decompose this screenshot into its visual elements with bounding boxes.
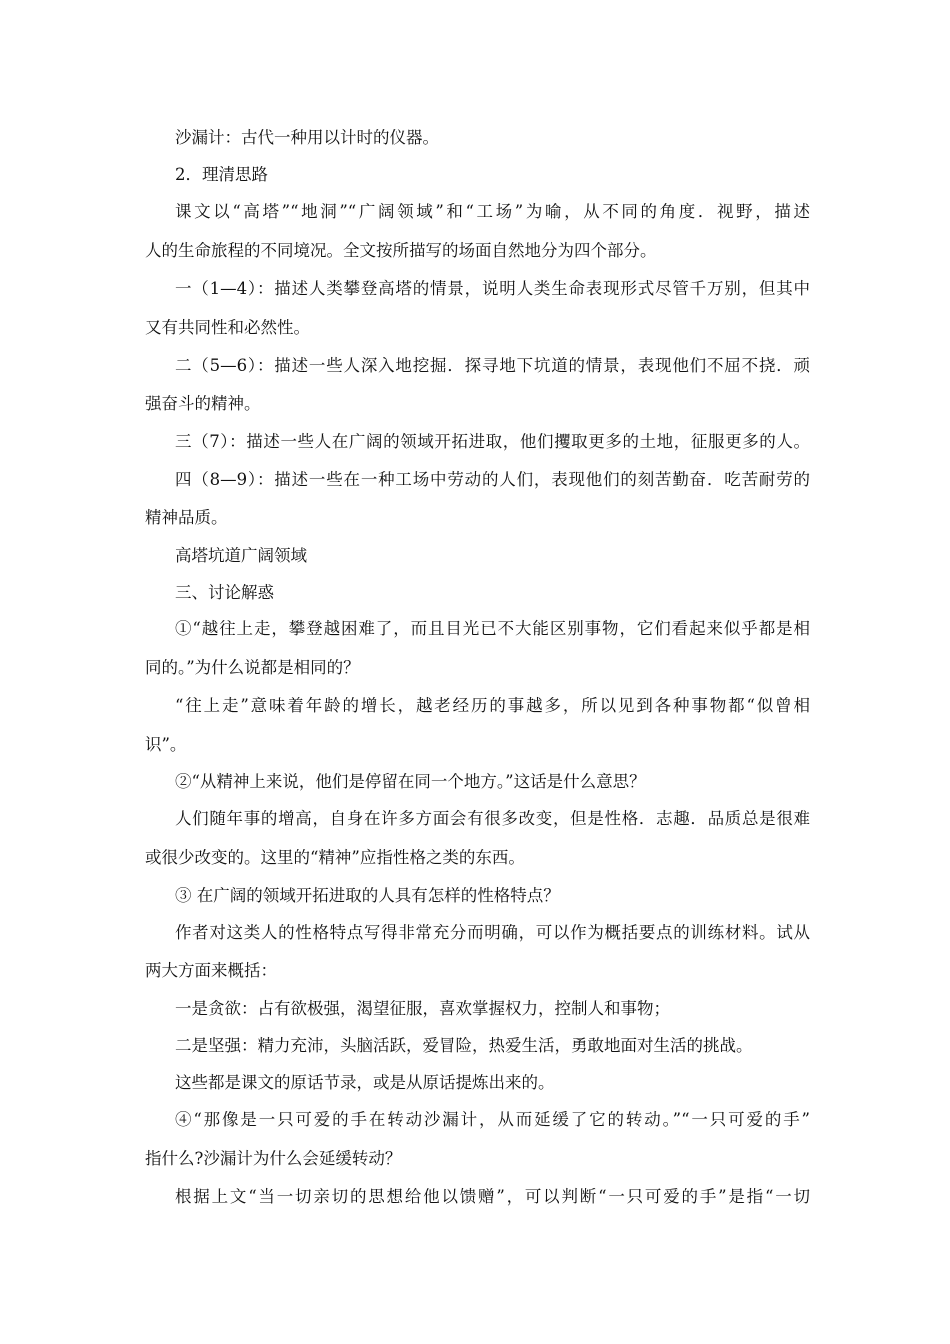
paragraph-line: 两大方面来概括： [145, 961, 277, 980]
paragraph-line: 同的。”为什么说都是相同的？ [145, 658, 360, 677]
paragraph-line: 指什么?沙漏计为什么会延缓转动？ [145, 1149, 402, 1168]
paragraph-line: 一（1—4）：描述人类攀登高塔的情景，说明人类生命表现形式尽管千万别，但其中 [175, 279, 810, 298]
paragraph-line: 人们随年事的增高，自身在许多方面会有很多改变，但是性格．志趣．品质总是很难 [175, 809, 810, 828]
section-heading: 三、讨论解惑 [175, 583, 274, 602]
paragraph-line: 一是贪欲：占有欲极强，渴望征服，喜欢掌握权力，控制人和事物； [175, 999, 670, 1018]
paragraph-line: 识”。 [145, 735, 187, 754]
paragraph-line: 根据上文“当一切亲切的思想给他以馈赠”，可以判断“一只可爱的手”是指“一切 [175, 1187, 810, 1206]
paragraph-line: 这些都是课文的原话节录，或是从原话提炼出来的。 [175, 1073, 555, 1092]
paragraph-line: 强奋斗的精神。 [145, 394, 261, 413]
paragraph-line: ②“从精神上来说，他们是停留在同一个地方。”这话是什么意思？ [175, 772, 646, 791]
paragraph-line: 课文以“高塔”“地洞”“广阔领域”和“工场”为喻，从不同的角度．视野，描述 [175, 202, 810, 221]
paragraph-line: 精神品质。 [145, 508, 228, 527]
paragraph-line: “往上走”意味着年龄的增长，越老经历的事越多，所以见到各种事物都“似曾相 [175, 696, 810, 715]
paragraph-line: 或很少改变的。这里的“精神”应指性格之类的东西。 [145, 848, 525, 867]
paragraph-line: 四（8—9）：描述一些在一种工场中劳动的人们，表现他们的刻苦勤奋．吃苦耐劳的 [175, 470, 810, 489]
paragraph-line: 高塔坑道广阔领域 [175, 546, 307, 565]
paragraph-line: ③ 在广阔的领域开拓进取的人具有怎样的性格特点？ [175, 886, 560, 905]
paragraph-line: 二（5—6）：描述一些人深入地挖掘．探寻地下坑道的情景，表现他们不屈不挠．顽 [175, 356, 810, 375]
paragraph-line: 人的生命旅程的不同境况。全文按所描写的场面自然地分为四个部分。 [145, 241, 657, 260]
paragraph-line: 二是坚强：精力充沛，头脑活跃，爱冒险，热爱生活，勇敢地面对生活的挑战。 [175, 1036, 753, 1055]
paragraph-line: ①“越往上走，攀登越困难了，而且目光已不大能区别事物，它们看起来似乎都是相 [175, 619, 810, 638]
paragraph-line: 作者对这类人的性格特点写得非常充分而明确，可以作为概括要点的训练材料。试从 [175, 923, 810, 942]
paragraph-line: 三（7）：描述一些人在广阔的领域开拓进取，他们攫取更多的土地，征服更多的人。 [175, 432, 810, 451]
paragraph-line: 沙漏计：古代一种用以计时的仪器。 [175, 128, 439, 147]
section-heading: 2．理清思路 [175, 165, 268, 184]
paragraph-line: ④“那像是一只可爱的手在转动沙漏计，从而延缓了它的转动。”“一只可爱的手” [175, 1110, 810, 1129]
paragraph-line: 又有共同性和必然性。 [145, 318, 310, 337]
